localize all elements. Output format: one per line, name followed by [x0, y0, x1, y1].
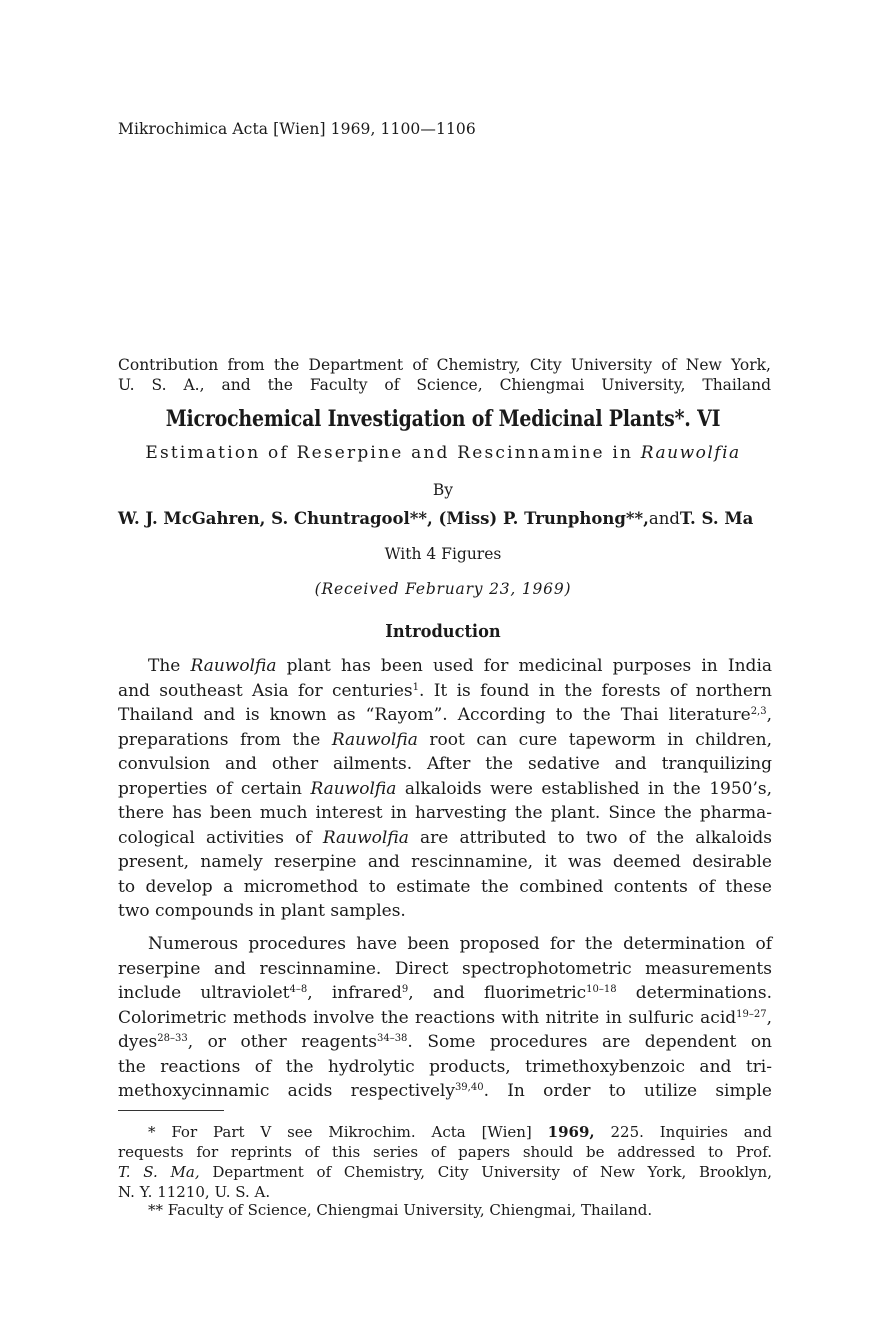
- affiliation: [118, 355, 771, 395]
- author-list: [118, 509, 754, 529]
- text-line: properties of certain Rauwolfia alkaloids were established in the 1950’s,: [118, 778, 773, 799]
- text-line: convulsion and other ailments. After the sedative and tranquilizing: [118, 754, 772, 774]
- authors-part: W. J. McGahren, S. Chuntragool**, (Miss) P. Trunphong**,: [118, 509, 649, 529]
- section-heading: Introduction: [385, 621, 501, 642]
- text-line: and southeast Asia for centuries$^1$. It is found in the forests of northern: [118, 680, 773, 701]
- footnote: [118, 1200, 772, 1220]
- paragraph: [118, 932, 772, 1104]
- text-line: cological activities of Rauwolfia are attributed to two of the alkaloids: [118, 827, 772, 848]
- text-line: Colorimetric methods involve the reactions with nitrite in sulfuric acid$^{19-27}$,: [118, 1007, 772, 1028]
- footnote-line: N. Y. 11210, U. S. A.: [118, 1183, 271, 1201]
- genus-name: Rauwolfia: [640, 443, 741, 463]
- text-line: reserpine and rescinnamine. Direct spectrophotometric measurements: [118, 958, 772, 979]
- journal-citation: Mikrochimica Acta [Wien] 1969, 1100—1106: [118, 120, 476, 138]
- figures-note: With 4 Figures: [384, 545, 502, 563]
- text-line: preparations from the Rauwolfia root can cure tapeworm in children,: [118, 729, 773, 750]
- paper-subtitle: Estimation of Reserpine and Rescinnamine in Rauwolfia: [145, 443, 741, 463]
- text-line: to develop a micromethod to estimate the combined contents of these: [118, 876, 772, 897]
- footnote-line: ** Faculty of Science, Chiengmai University, Chiengmai, Thailand.: [148, 1201, 653, 1219]
- footnote-line: T. S. Ma, Department of Chemistry, City University of New York, Brooklyn,: [118, 1163, 772, 1181]
- text-line: include ultraviolet$^{4-8}$, infrared$^9$, and fluorimetric$^{10-18}$ determinations.: [118, 983, 772, 1003]
- text-line: present, namely reserpine and rescinnamine, it was deemed desirable: [118, 852, 772, 872]
- by-line: By: [432, 481, 454, 499]
- text-line: two compounds in plant samples.: [118, 901, 406, 921]
- footnote-line: * For Part V see Mikrochim. Acta [Wien] 1969, 225. Inquiries and: [148, 1123, 772, 1141]
- text-line: dyes$^{28-33}$, or other reagents$^{34-38}$. Some procedures are dependent on: [118, 1032, 772, 1052]
- authors-and: and: [648, 509, 680, 529]
- footnote-divider: [118, 1110, 224, 1111]
- paragraph: [118, 654, 772, 924]
- footnote: [118, 1122, 772, 1202]
- text-line: the reactions of the hydrolytic products, trimethoxybenzoic and tri-: [118, 1056, 772, 1077]
- affiliation-line: Contribution from the Department of Chemistry, City University of New York,: [118, 356, 771, 374]
- authors-part: T. S. Ma: [679, 509, 754, 529]
- footnote-line: requests for reprints of this series of papers should be addressed to Prof.: [118, 1143, 772, 1161]
- affiliation-line: U. S. A., and the Faculty of Science, Chiengmai University, Thailand: [118, 376, 771, 394]
- text-line: methoxycinnamic acids respectively$^{39,40}$. In order to utilize simple: [118, 1081, 772, 1101]
- paper-title: Microchemical Investigation of Medicinal Plants*. VI: [165, 406, 721, 432]
- text-line: The Rauwolfia plant has been used for medicinal purposes in India: [148, 656, 773, 676]
- text-line: Numerous procedures have been proposed for the determination of: [148, 934, 772, 954]
- text-line: there has been much interest in harvesting the plant. Since the pharma-: [118, 803, 772, 823]
- received-date: (Received February 23, 1969): [314, 580, 572, 598]
- text-line: Thailand and is known as “Rayom”. According to the Thai literature$^{2,3}$,: [118, 705, 772, 725]
